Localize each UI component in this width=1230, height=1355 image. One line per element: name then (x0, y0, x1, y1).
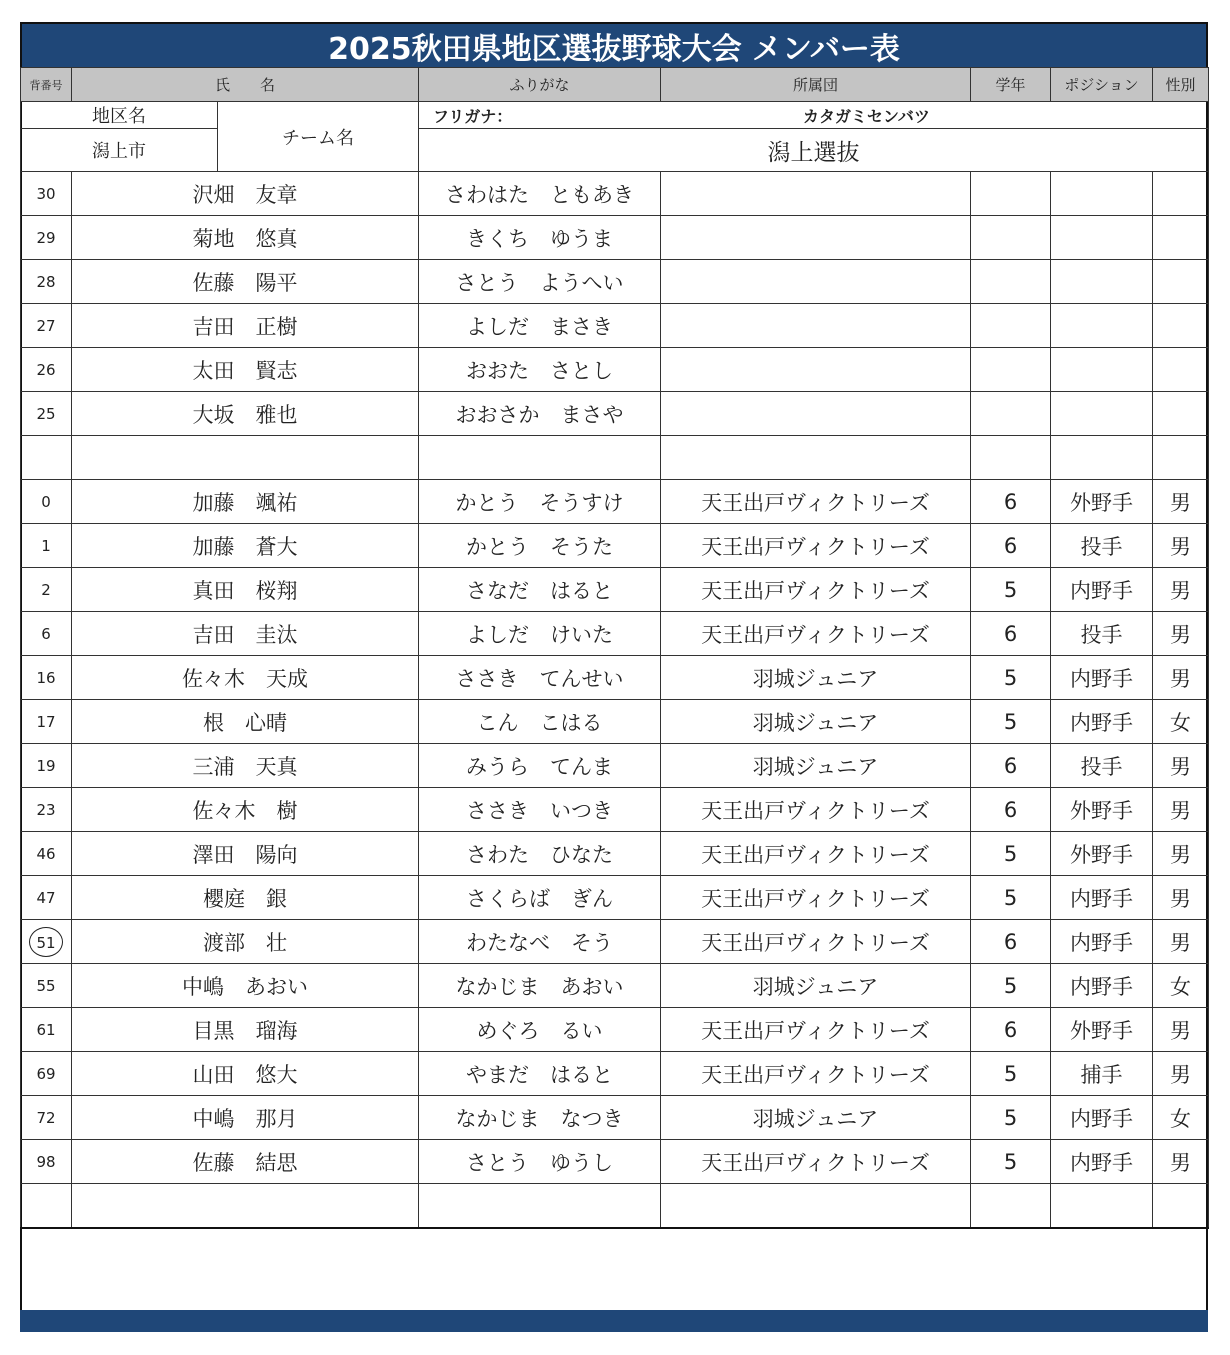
player-grade (971, 260, 1051, 304)
player-position (1051, 436, 1153, 480)
team-name-value: 潟上選抜 (419, 129, 1209, 172)
player-name: 山田 悠大 (72, 1052, 419, 1096)
player-affiliation (661, 172, 971, 216)
table-row (21, 876, 1209, 920)
player-position: 投手 (1051, 612, 1153, 656)
player-number (21, 1184, 72, 1229)
player-name: 澤田 陽向 (72, 832, 419, 876)
table-row (21, 1184, 1209, 1229)
player-grade (971, 392, 1051, 436)
player-number: 23 (21, 788, 72, 832)
player-number: 27 (21, 304, 72, 348)
player-position: 投手 (1051, 524, 1153, 568)
player-furigana: おおた さとし (419, 348, 661, 392)
player-grade: 5 (971, 832, 1051, 876)
player-position: 内野手 (1051, 920, 1153, 964)
table-row (21, 1052, 1209, 1096)
player-affiliation (661, 216, 971, 260)
player-furigana: さわた ひなた (419, 832, 661, 876)
player-name: 佐々木 天成 (72, 656, 419, 700)
player-number: 46 (21, 832, 72, 876)
player-furigana: かとう そうた (419, 524, 661, 568)
player-furigana: ささき てんせい (419, 656, 661, 700)
player-affiliation: 天王出戸ヴィクトリーズ (661, 480, 971, 524)
player-number (21, 920, 72, 964)
player-gender (1153, 216, 1209, 260)
player-gender (1153, 304, 1209, 348)
player-position: 外野手 (1051, 788, 1153, 832)
furigana-value: カタガミセンバツ (803, 106, 930, 126)
table-row (21, 1096, 1209, 1140)
table-row (21, 964, 1209, 1008)
table-row (21, 700, 1209, 744)
player-affiliation: 天王出戸ヴィクトリーズ (661, 568, 971, 612)
player-position: 外野手 (1051, 1008, 1153, 1052)
player-position: 内野手 (1051, 1140, 1153, 1184)
player-name: 目黒 瑠海 (72, 1008, 419, 1052)
player-gender: 男 (1153, 1008, 1209, 1052)
page-title: 2025秋田県地区選抜野球大会 メンバー表 (20, 22, 1208, 67)
player-affiliation: 羽城ジュニア (661, 744, 971, 788)
player-grade: 5 (971, 1052, 1051, 1096)
player-name: 櫻庭 銀 (72, 876, 419, 920)
player-position (1051, 216, 1153, 260)
player-furigana: みうら てんま (419, 744, 661, 788)
player-grade: 6 (971, 480, 1051, 524)
furigana-label: フリガナ： (433, 106, 513, 126)
player-affiliation: 天王出戸ヴィクトリーズ (661, 788, 971, 832)
player-furigana: やまだ はると (419, 1052, 661, 1096)
player-gender (1153, 260, 1209, 304)
player-affiliation: 天王出戸ヴィクトリーズ (661, 524, 971, 568)
player-number: 55 (21, 964, 72, 1008)
player-grade (971, 304, 1051, 348)
player-affiliation: 羽城ジュニア (661, 700, 971, 744)
player-number: 26 (21, 348, 72, 392)
player-gender: 男 (1153, 568, 1209, 612)
player-position: 内野手 (1051, 568, 1153, 612)
player-furigana: めぐろ るい (419, 1008, 661, 1052)
player-grade: 5 (971, 656, 1051, 700)
table-row (21, 172, 1209, 216)
player-name: 三浦 天真 (72, 744, 419, 788)
player-furigana: さわはた ともあき (419, 172, 661, 216)
col-number: 背番号 (21, 68, 72, 102)
player-position: 内野手 (1051, 1096, 1153, 1140)
player-position: 内野手 (1051, 964, 1153, 1008)
col-gender: 性別 (1153, 68, 1209, 102)
table-row (21, 260, 1209, 304)
player-grade (971, 172, 1051, 216)
player-furigana: なかじま なつき (419, 1096, 661, 1140)
player-number: 47 (21, 876, 72, 920)
player-position (1051, 1184, 1153, 1229)
player-name: 佐藤 結思 (72, 1140, 419, 1184)
player-furigana: よしだ まさき (419, 304, 661, 348)
player-number: 61 (21, 1008, 72, 1052)
player-position (1051, 172, 1153, 216)
player-gender (1153, 436, 1209, 480)
player-furigana: よしだ けいた (419, 612, 661, 656)
player-affiliation: 天王出戸ヴィクトリーズ (661, 1008, 971, 1052)
player-name: 大坂 雅也 (72, 392, 419, 436)
player-gender: 男 (1153, 1052, 1209, 1096)
player-position (1051, 392, 1153, 436)
player-position: 内野手 (1051, 700, 1153, 744)
player-name (72, 436, 419, 480)
captain-circle: 51 (29, 927, 63, 957)
player-furigana: わたなべ そう (419, 920, 661, 964)
player-grade: 5 (971, 1140, 1051, 1184)
player-affiliation: 天王出戸ヴィクトリーズ (661, 1140, 971, 1184)
player-affiliation: 天王出戸ヴィクトリーズ (661, 876, 971, 920)
player-grade (971, 1184, 1051, 1229)
player-name: 中嶋 那月 (72, 1096, 419, 1140)
player-position (1051, 260, 1153, 304)
player-affiliation: 天王出戸ヴィクトリーズ (661, 920, 971, 964)
player-furigana: かとう そうすけ (419, 480, 661, 524)
player-position: 捕手 (1051, 1052, 1153, 1096)
player-name: 吉田 圭汰 (72, 612, 419, 656)
player-name: 佐々木 樹 (72, 788, 419, 832)
player-furigana: さなだ はると (419, 568, 661, 612)
player-number: 2 (21, 568, 72, 612)
player-position: 内野手 (1051, 876, 1153, 920)
player-furigana: なかじま あおい (419, 964, 661, 1008)
player-number: 29 (21, 216, 72, 260)
table-row (21, 524, 1209, 568)
player-position: 内野手 (1051, 656, 1153, 700)
player-gender: 男 (1153, 612, 1209, 656)
player-gender: 男 (1153, 480, 1209, 524)
player-furigana: おおさか まさや (419, 392, 661, 436)
furigana-row (419, 102, 1209, 129)
player-number (21, 436, 72, 480)
district-value: 潟上市 (21, 129, 218, 172)
player-number: 17 (21, 700, 72, 744)
player-grade (971, 348, 1051, 392)
player-affiliation: 天王出戸ヴィクトリーズ (661, 832, 971, 876)
player-number: 19 (21, 744, 72, 788)
player-furigana: こん こはる (419, 700, 661, 744)
player-position (1051, 348, 1153, 392)
player-name: 太田 賢志 (72, 348, 419, 392)
player-affiliation: 羽城ジュニア (661, 656, 971, 700)
player-grade: 6 (971, 788, 1051, 832)
table-row (21, 832, 1209, 876)
player-position: 投手 (1051, 744, 1153, 788)
player-number: 72 (21, 1096, 72, 1140)
player-furigana (419, 1184, 661, 1229)
player-number: 16 (21, 656, 72, 700)
table-row (21, 1140, 1209, 1184)
table-row (21, 612, 1209, 656)
player-furigana: さとう ようへい (419, 260, 661, 304)
player-grade: 5 (971, 964, 1051, 1008)
footer-bar (20, 1310, 1208, 1332)
player-gender (1153, 392, 1209, 436)
player-affiliation: 羽城ジュニア (661, 964, 971, 1008)
player-affiliation (661, 436, 971, 480)
player-gender: 男 (1153, 656, 1209, 700)
player-number: 28 (21, 260, 72, 304)
player-number: 98 (21, 1140, 72, 1184)
player-name: 佐藤 陽平 (72, 260, 419, 304)
player-gender: 男 (1153, 920, 1209, 964)
player-name: 吉田 正樹 (72, 304, 419, 348)
district-label: 地区名 (21, 102, 218, 129)
player-gender: 女 (1153, 964, 1209, 1008)
player-number: 6 (21, 612, 72, 656)
player-affiliation (661, 1184, 971, 1229)
table-row (21, 656, 1209, 700)
table-row (21, 216, 1209, 260)
player-name (72, 1184, 419, 1229)
player-name: 加藤 颯祐 (72, 480, 419, 524)
player-name: 渡部 壮 (72, 920, 419, 964)
col-position: ポジション (1051, 68, 1153, 102)
col-affiliation: 所属団 (661, 68, 971, 102)
table-row (21, 480, 1209, 524)
table-row (21, 392, 1209, 436)
player-position: 外野手 (1051, 832, 1153, 876)
player-name: 菊地 悠真 (72, 216, 419, 260)
player-grade: 6 (971, 524, 1051, 568)
player-grade: 6 (971, 920, 1051, 964)
player-position: 外野手 (1051, 480, 1153, 524)
player-grade: 5 (971, 876, 1051, 920)
player-position (1051, 304, 1153, 348)
player-affiliation (661, 260, 971, 304)
player-number: 0 (21, 480, 72, 524)
player-gender: 男 (1153, 788, 1209, 832)
player-gender: 男 (1153, 876, 1209, 920)
col-name: 氏 名 (72, 68, 419, 102)
col-furigana: ふりがな (419, 68, 661, 102)
player-grade: 6 (971, 1008, 1051, 1052)
player-furigana (419, 436, 661, 480)
table-row (21, 348, 1209, 392)
table-row (21, 436, 1209, 480)
player-gender: 女 (1153, 1096, 1209, 1140)
player-grade: 5 (971, 1096, 1051, 1140)
table-row (21, 568, 1209, 612)
player-furigana: さくらば ぎん (419, 876, 661, 920)
player-affiliation (661, 392, 971, 436)
player-gender: 男 (1153, 744, 1209, 788)
player-name: 加藤 蒼大 (72, 524, 419, 568)
player-gender (1153, 172, 1209, 216)
col-grade: 学年 (971, 68, 1051, 102)
player-number: 69 (21, 1052, 72, 1096)
player-number: 1 (21, 524, 72, 568)
table-row (21, 304, 1209, 348)
table-row (21, 1008, 1209, 1052)
player-name: 沢畑 友章 (72, 172, 419, 216)
player-affiliation: 天王出戸ヴィクトリーズ (661, 1052, 971, 1096)
player-gender: 男 (1153, 1140, 1209, 1184)
table-row (21, 744, 1209, 788)
player-gender: 男 (1153, 832, 1209, 876)
player-gender (1153, 1184, 1209, 1229)
player-gender: 女 (1153, 700, 1209, 744)
player-gender (1153, 348, 1209, 392)
player-affiliation: 天王出戸ヴィクトリーズ (661, 612, 971, 656)
roster-table (20, 67, 1209, 1229)
table-row (21, 788, 1209, 832)
player-affiliation: 羽城ジュニア (661, 1096, 971, 1140)
player-furigana: きくち ゆうま (419, 216, 661, 260)
player-grade (971, 436, 1051, 480)
player-name: 根 心晴 (72, 700, 419, 744)
player-grade: 5 (971, 700, 1051, 744)
player-number: 25 (21, 392, 72, 436)
player-name: 真田 桜翔 (72, 568, 419, 612)
player-grade: 6 (971, 744, 1051, 788)
player-furigana: さとう ゆうし (419, 1140, 661, 1184)
player-affiliation (661, 304, 971, 348)
player-grade: 5 (971, 568, 1051, 612)
team-label: チーム名 (218, 102, 419, 172)
player-gender: 男 (1153, 524, 1209, 568)
player-grade: 6 (971, 612, 1051, 656)
player-furigana: ささき いつき (419, 788, 661, 832)
player-grade (971, 216, 1051, 260)
player-affiliation (661, 348, 971, 392)
table-row (21, 920, 1209, 964)
player-number: 30 (21, 172, 72, 216)
player-name: 中嶋 あおい (72, 964, 419, 1008)
